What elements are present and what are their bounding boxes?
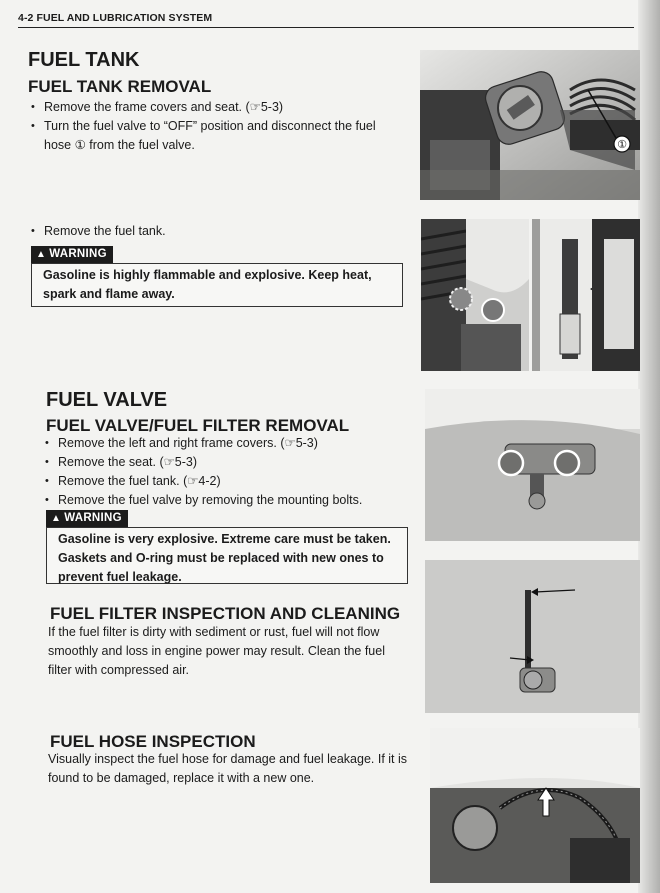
list-item: • Remove the left and right frame covers. (☞5-3) [44,434,409,453]
warning-badge [46,510,128,527]
warning-triangle-icon: ▲ [36,249,47,260]
warning-label: WARNING [64,512,122,524]
fuel-valve-steps [44,434,409,510]
header-rule [18,27,634,28]
subsection-title-fuel-tank-removal: FUEL TANK REMOVAL [28,77,212,96]
section-title-fuel-valve: FUEL VALVE [46,389,168,411]
fuel-tank-steps [30,98,402,155]
warning-box-fuel-valve: Gasoline is very explosive. Extreme care must be taken. Gaskets and O-ring must be replaced with new ones to prevent fuel leakage. [46,527,408,584]
warning-triangle-icon: ▲ [51,513,62,524]
list-item: • Turn the fuel valve to “OFF” position and disconnect the fuel hose ① from the fuel valve. [30,117,402,155]
warning-badge [31,246,113,263]
photo-tank-bolt-left [421,219,529,371]
photo-tank-bolt-rear [532,219,640,371]
list-item: • Remove the seat. (☞5-3) [44,453,409,472]
list-item: • Remove the fuel tank. [30,222,402,241]
photo-fuel-valve-bolts [425,389,640,541]
section-title-fuel-tank: FUEL TANK [28,49,140,71]
list-item: • Remove the fuel valve by removing the mounting bolts. [44,491,409,510]
filter-inspection-text: If the fuel filter is dirty with sediment or rust, fuel will not flow smoothly and loss in engine power may result. Clean the fuel filter with compressed air. [48,625,385,677]
page-edge-shadow [638,0,660,893]
warning-label: WARNING [49,248,107,260]
list-item: • Remove the frame covers and seat. (☞5-3) [30,98,402,117]
photo-fuel-hose [430,728,640,883]
warning-box-fuel-tank: Gasoline is highly flammable and explosive. Keep heat, spark and flame away. [31,263,403,307]
fuel-tank-steps-2 [30,222,402,241]
page-header: 4-2 FUEL AND LUBRICATION SYSTEM [18,12,213,24]
list-item: • Remove the fuel tank. (☞4-2) [44,472,409,491]
subsection-title-valve-filter-removal: FUEL VALVE/FUEL FILTER REMOVAL [46,416,350,435]
photo-fuel-filter [425,560,640,713]
photo-fuel-hose-disconnect [420,50,640,200]
subsection-title-hose-inspection: FUEL HOSE INSPECTION [50,732,256,751]
subsection-title-filter-inspection: FUEL FILTER INSPECTION AND CLEANING [50,604,401,623]
hose-inspection-text: Visually inspect the fuel hose for damage and fuel leakage. If it is found to be damaged, replace it with a new one. [48,752,408,785]
hose-callout-label: ① [617,138,627,151]
